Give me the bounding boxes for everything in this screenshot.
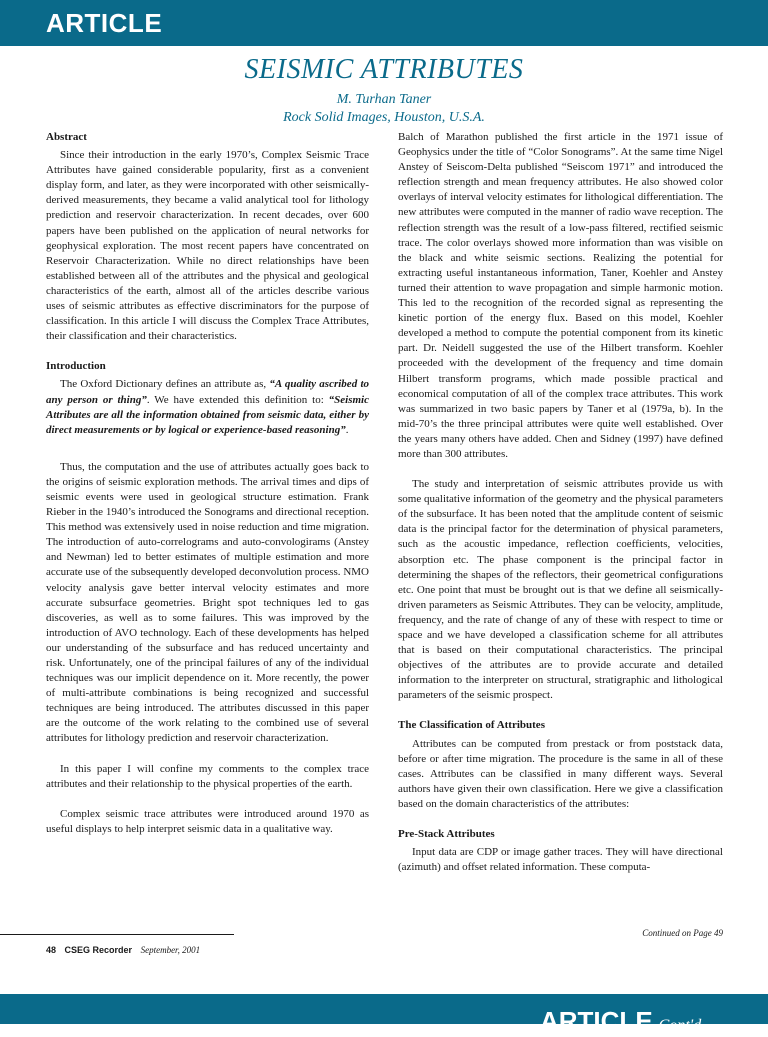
abstract-heading: Abstract: [46, 131, 87, 143]
page-footer: [46, 945, 200, 955]
intro-paragraph-1: [46, 377, 369, 437]
intro-text-a: The Oxford Dictionary defines an attribute as,: [60, 378, 270, 391]
attribute-definition-quote: “Seismic Attributes are all the information obtained from seismic data, either by direct measurements or by logical or experience-based reasoning”: [46, 393, 369, 436]
oxford-quote: “A quality ascribed to any person or thing”: [46, 378, 370, 406]
bottom-section-label: [540, 1006, 701, 1037]
classification-heading: The Classification of Attributes: [398, 719, 545, 732]
bottom-label-text: ARTICLE: [540, 1006, 653, 1036]
section-label: ARTICLE: [46, 8, 163, 38]
intro-text-c: .: [345, 423, 349, 436]
intro-paragraph-3: In this paper I will confine my comments to the complex trace attributes and their relationship to the physical properties of the earth.: [46, 762, 369, 790]
publication-name: CSEG Recorder: [64, 945, 133, 955]
article-author: M. Turhan Taner: [336, 92, 432, 107]
top-color-band: [0, 0, 768, 46]
intro-text-b: . We have extended this definition to:: [146, 393, 329, 406]
intro-paragraph-4: Complex seismic trace attributes were introduced around 1970 as useful displays to help interpret seismic data in a qualitative way.: [46, 807, 369, 835]
left-column: [46, 130, 369, 837]
right-paragraph-1: Balch of Marathon published the first article in the 1971 issue of Geophysics under the title of “Color Sonograms”. At the same time Nigel Anstey of Seiscom-Delta published “Seiscom 1971” and introduced the reflection strength and mean frequency attributes. He also showed color overlays of interval velocity estimates for lithological differentiation. The new attributes were computed in the manner of radio wave reception. The reflection strength was the result of a low-pass filtered, rectified seismic trace. The color overlays showed more information than was visible on the black and white seismic sections. Realizing the potential for extracting useful instantaneous information, Taner, Koehler and Anstey turned their attention to wave propagation and simple harmonic motion. This led to the recognition of the recorded signal as representing the kinetic portion of the energy flux. Based on this model, Koehler developed a method to compute the potential component from its kinetic part. Dr. Neidell suggested the use of the Hilbert transform. Koehler proceeded with the development of the frequency and time domain Hilbert transform programs, which made possible practical and economical computation of all of the complex trace attributes. This work was summarized in two basic papers by Taner et al (1979a, b). In the mid-70’s the three principal attributes were quite well established. Over the years many others have added. Chen and Sidney (1997) have defined more than 300 attributes.: [398, 131, 723, 460]
continued-note: Continued on Page 49: [642, 928, 723, 938]
right-paragraph-2: The study and interpretation of seismic attributes provide us with some qualitative information of the geometry and the physical parameters of the subsurface. It has been noted that the amplitude content of seismic data is the principal factor for the determination of physical parameters, such as the acoustic impedance, reflection coefficients, velocities, absorption etc. The phase component is the principal factor in determining the shapes of the reflectors, their geometrical configurations etc. One point that must be brought out is that we define all seismically-driven parameters as Seismic Attributes. They can be velocity, amplitude, frequency, and the rate of change of any of these with respect to time or space and we have developed a classification scheme for all attributes that is based on their computational characteristics. The principal objectives of the attributes are to provide accurate and detailed information to the interpreter on structural, stratigraphic and lithological parameters of the seismic prospect.: [398, 478, 723, 702]
right-column: [398, 130, 723, 875]
classification-paragraph: Attributes can be computed from prestack or from poststack data, before or after time migration. The procedure is the same in all of these cases. Attributes can be classified in many different ways. Several authors have given their own classification. Here we give a classification based on the domain characteristics of the attributes:: [398, 737, 723, 810]
article-affiliation: Rock Solid Images, Houston, U.S.A.: [283, 110, 485, 125]
prestack-heading: Pre-Stack Attributes: [398, 828, 495, 841]
intro-paragraph-2: Thus, the computation and the use of attributes actually goes back to the origins of seismic exploration methods. The arrival times and dips of seismic events were used in geological structure estimation. Frank Rieber in the 1940’s introduced the Sonograms and directional reception. This method was extensively used in noise reduction and time migration. The introduction of auto-correlograms and auto-convologirams (Anstey and Newman) led to better estimates of multiple estimation and more accurate use of the subsequently developed deconvolution process. NMO velocity analysis gave better interval velocity estimates and more accurate subsurface geometries. Bright spot techniques led to gas discoveries, as well as to some failures. This was improved by the introduction of AVO technology. Each of these developments has helped our understanding of the subsurface and has reduced uncertainty and risk. Unfortunately, one of the principal failures of any of the individual techniques was our implicit dependence on it. More recently, the power of multi-attribute combinations is being recognized and successful techniques are being introduced. The attributes discussed in this paper are the outcome of the work relating to the combined use of several attributes for lithology prediction and reservoir characterization.: [46, 460, 369, 745]
bottom-color-band: [0, 994, 768, 1036]
article-title: SEISMIC ATTRIBUTES: [244, 54, 524, 85]
issue-date: September, 2001: [140, 945, 201, 955]
footer-rule: [0, 934, 234, 935]
introduction-heading: Introduction: [46, 360, 106, 373]
bottom-label-suffix: Cont'd: [658, 1017, 702, 1034]
page-number: 48: [46, 945, 57, 955]
abstract-paragraph: Since their introduction in the early 1970’s, Complex Seismic Trace Attributes have gained considerable popularity, first as a convenient display form, and later, as they were incorporated with other seismically-derived measurements, they became a valid analytical tool for lithology prediction and reservoir characterization. In recent decades, over 600 papers have been published on the application of neural networks for geophysical exploration. The most recent papers have concentrated on Reservoir Characterization. While no direct relationships have been established between all of the attributes and the physical and geological characteristics of the earth, almost all of the articles describe various uses of seismic attributes as effective discriminators for the purpose of classification. In this article I will discuss the Complex Trace Attributes, their classification and their characteristics.: [46, 149, 369, 343]
prestack-paragraph: Input data are CDP or image gather traces. They will have directional (azimuth) and offset related information. These computa-: [398, 846, 723, 874]
